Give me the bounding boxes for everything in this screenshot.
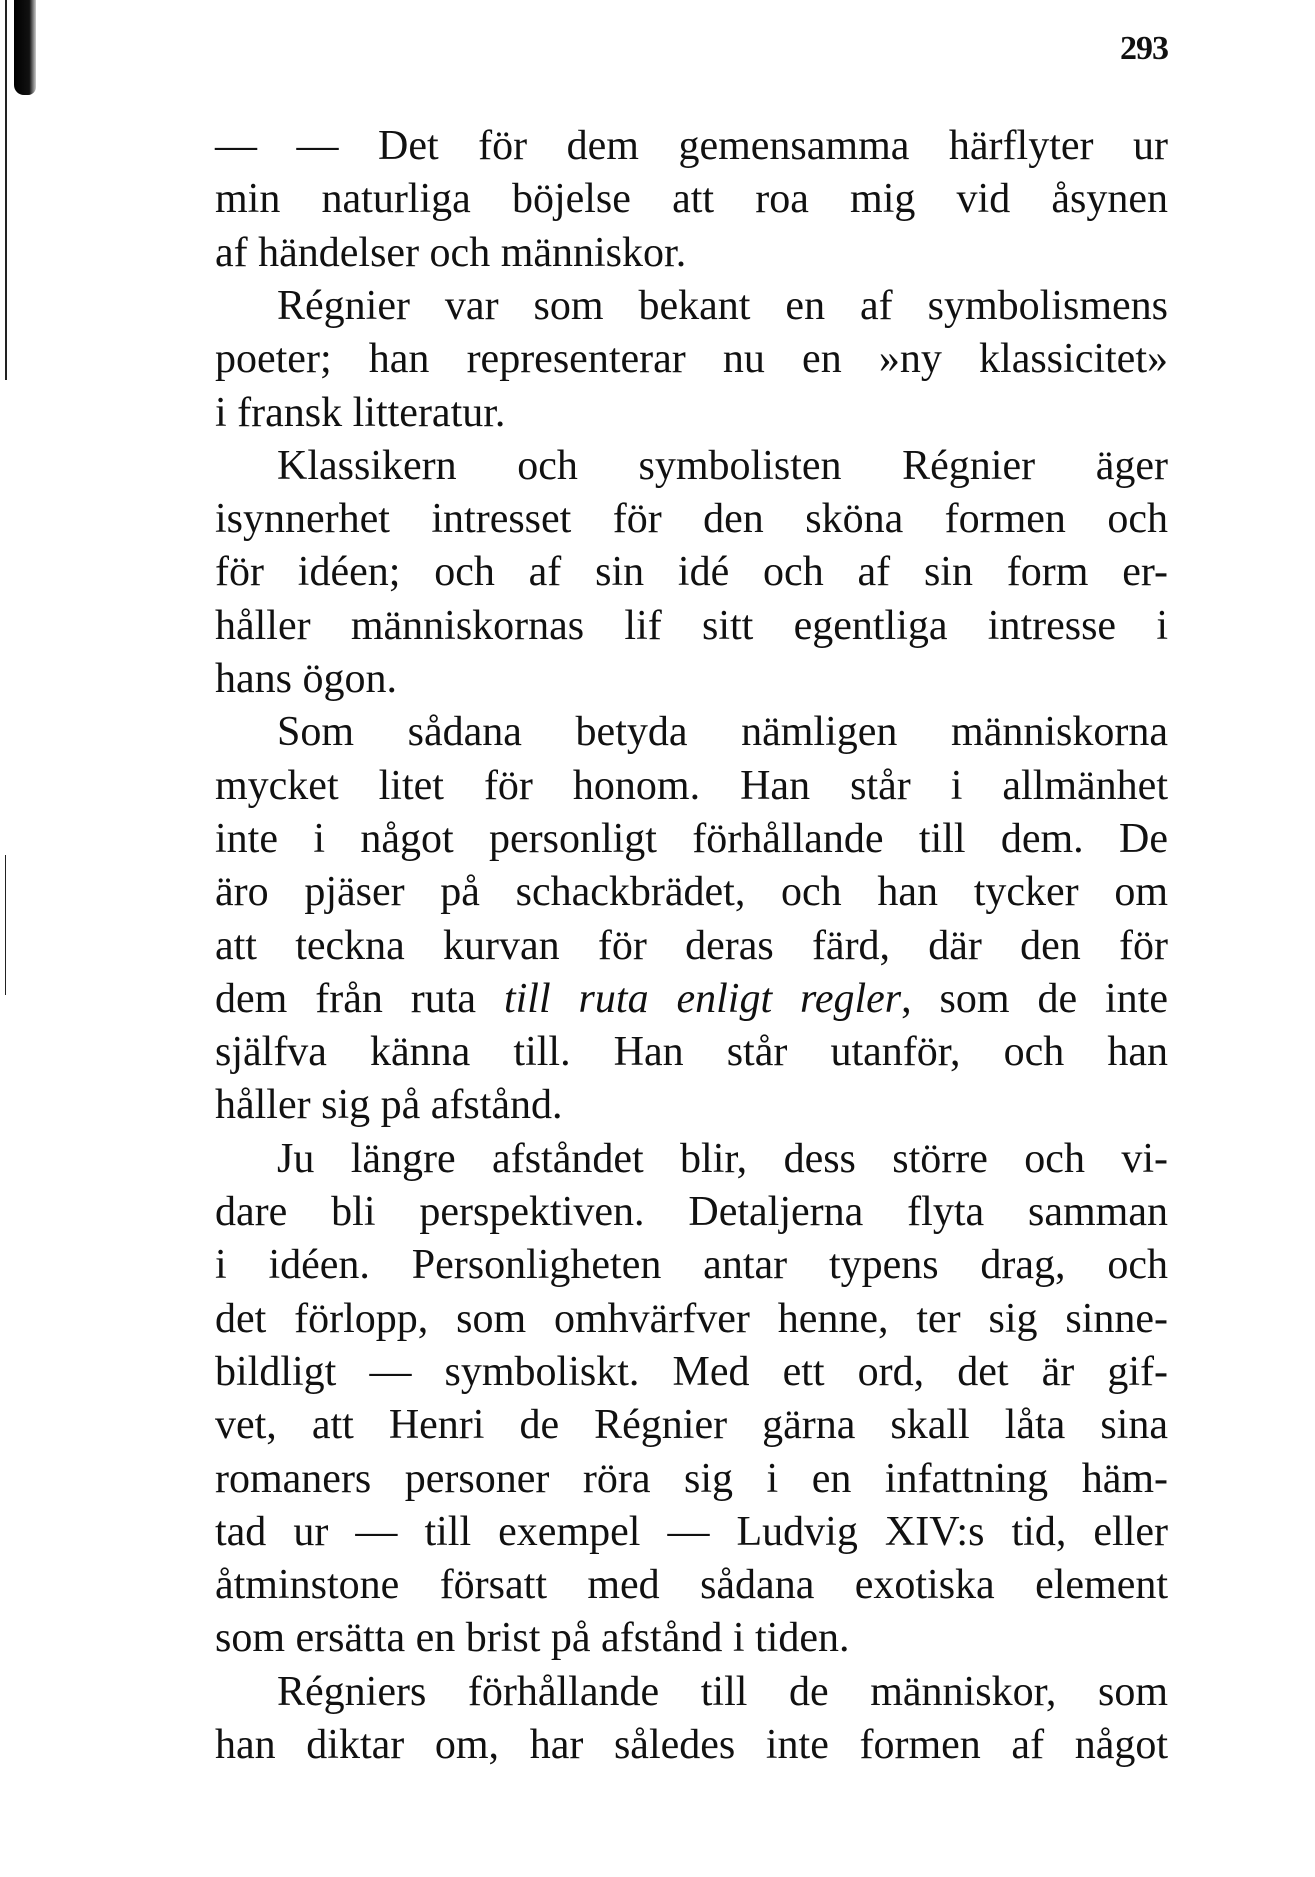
text-line: att teckna kurvan för deras färd, där den för bbox=[215, 922, 1168, 969]
text-line: tad ur — till exempel — Ludvig XIV:s tid, eller bbox=[215, 1508, 1168, 1555]
text-line: — — Det för dem gemensamma härflyter ur bbox=[215, 123, 1168, 169]
text-line: Klassikern och symbolisten Régnier äger bbox=[277, 442, 1168, 489]
text-line: äro pjäser på schackbrädet, och han tycker om bbox=[215, 869, 1168, 916]
text-line: min naturliga böjelse att roa mig vid åsynen bbox=[215, 176, 1168, 223]
text-line: romaners personer röra sig i en infattning häm- bbox=[215, 1455, 1168, 1502]
text-segment: dem från ruta bbox=[215, 975, 504, 1022]
text-line: af händelser och människor. bbox=[215, 229, 687, 276]
scan-artifact-blob bbox=[14, 0, 36, 95]
text-line: håller människornas lif sitt egentliga intresse i bbox=[215, 602, 1168, 649]
text-line: inte i något personligt förhållande till dem. De bbox=[215, 815, 1168, 862]
text-line: isynnerhet intresset för den sköna formen och bbox=[215, 496, 1168, 543]
text-line: dare bli perspektiven. Detaljerna flyta samman bbox=[215, 1189, 1168, 1235]
text-line: vet, att Henri de Régnier gärna skall låta sina bbox=[215, 1402, 1168, 1449]
text-line: i fransk litteratur. bbox=[215, 389, 506, 436]
text-line: han diktar om, har således inte formen af något bbox=[215, 1722, 1168, 1768]
page-number: 293 bbox=[1120, 30, 1168, 67]
text-line: mycket litet för honom. Han står i allmänhet bbox=[215, 762, 1168, 809]
text-line bbox=[215, 973, 1168, 1026]
text-line: som ersätta en brist på afstånd i tiden. bbox=[215, 1615, 850, 1662]
text-line: Ju längre afståndet blir, dess större och vi- bbox=[277, 1135, 1168, 1182]
scan-edge-line bbox=[5, 0, 7, 380]
text-line: Régnier var som bekant en af symbolismens bbox=[277, 282, 1168, 329]
text-line: det förlopp, som omhvärfver henne, ter sig sinne- bbox=[215, 1295, 1168, 1342]
text-line: poeter; han representerar nu en »ny klassicitet» bbox=[215, 336, 1168, 383]
text-line: i idéen. Personligheten antar typens drag, och bbox=[215, 1242, 1168, 1289]
text-segment: , som de inte bbox=[901, 975, 1168, 1022]
text-line: bildligt — symboliskt. Med ett ord, det är gif- bbox=[215, 1348, 1168, 1395]
text-line: för idéen; och af sin idé och af sin form er- bbox=[215, 549, 1168, 596]
text-line: Som sådana betyda nämligen människorna bbox=[277, 709, 1168, 756]
text-line: själfva känna till. Han står utanför, och han bbox=[215, 1029, 1168, 1076]
text-line: håller sig på afstånd. bbox=[215, 1082, 563, 1129]
italic-text: till ruta enligt regler bbox=[503, 975, 902, 1022]
text-line: åtminstone försatt med sådana exotiska element bbox=[215, 1562, 1168, 1609]
text-line: hans ögon. bbox=[215, 656, 397, 702]
text-line: Régniers förhållande till de människor, som bbox=[277, 1668, 1168, 1715]
scan-edge-line bbox=[5, 855, 6, 995]
